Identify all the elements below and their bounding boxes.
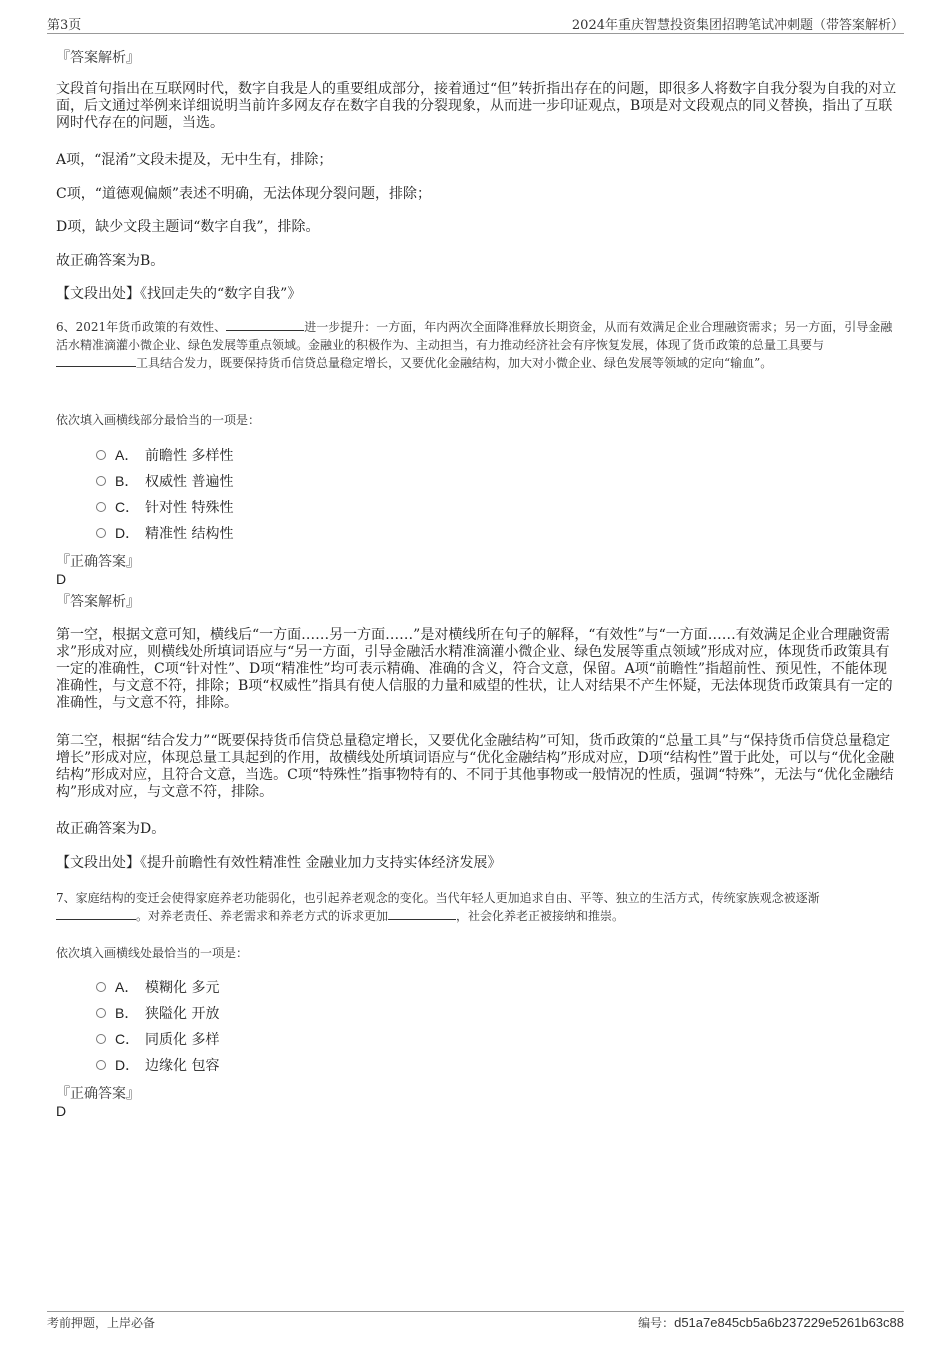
q5-analysis-p3: C项，“道德观偏颇”表述不明确，无法体现分裂问题，排除； <box>56 186 432 202</box>
q5-analysis-p2: A项，“混淆”文段未提及，无中生有，排除； <box>56 152 333 168</box>
q6-correct-label: 『正确答案』 <box>56 554 140 570</box>
radio-icon[interactable] <box>96 528 106 538</box>
q5-source: 【文段出处】《找回走失的“数字自我”》 <box>56 286 302 302</box>
page-number: 第3页 <box>47 18 82 33</box>
q7-blank-1 <box>56 907 136 920</box>
header-divider <box>47 33 904 34</box>
q7-prompt: 依次填入画横线处最恰当的一项是： <box>56 946 249 960</box>
q6-stem: 6、2021年货币政策的有效性、 进一步提升：一方面，年内两次全面降准释放长期资金，从而有效满足企业合理融资需求；另一方面，引导金融活水精准滴灌小微企业、绿色发展等重点领域。金融业的积极作为、主动担当，有力推动经济社会有序恢复发展，体现了货币政策的总量工具要与工具结合发力，既要保持货币信贷总量稳定增长，又要优化金融结构，加大对小微企业、绿色发展等领域的定向“输血”。 <box>56 320 893 370</box>
q5-analysis-p1: 文段首句指出在互联网时代，数字自我是人的重要组成部分，接着通过“但”转折指出存在的问题，即很多人将数字自我分裂为自我的对立面，后文通过举例来详细说明当前许多网友存在数字自我的分裂现象，从而进一步印证观点，B项是对文段观点的同义替换，指出了互联网时代存在的问题，当选。 <box>56 81 897 131</box>
q5-analysis-label: 『答案解析』 <box>56 50 140 66</box>
page-header <box>47 14 904 34</box>
footer-divider <box>47 1311 904 1312</box>
q6-option-c[interactable]: C． 针对性 特殊性 <box>96 498 233 517</box>
radio-icon[interactable] <box>96 450 106 460</box>
q7-option-c[interactable]: C． 同质化 多样 <box>96 1030 219 1049</box>
q6-source: 【文段出处】《提升前瞻性有效性精准性 金融业加力支持实体经济发展》 <box>56 855 502 871</box>
q6-option-a[interactable]: A． 前瞻性 多样性 <box>96 446 233 465</box>
radio-icon[interactable] <box>96 1008 106 1018</box>
q5-analysis-p4: D项，缺少文段主题词“数字自我”，排除。 <box>56 219 320 235</box>
q6-prompt: 依次填入画横线部分最恰当的一项是： <box>56 413 261 427</box>
q6-option-b[interactable]: B． 权威性 普遍性 <box>96 472 233 491</box>
radio-icon[interactable] <box>96 502 106 512</box>
q6-analysis-p1: 第一空，根据文意可知，横线后“一方面……另一方面……”是对横线所在句子的解释，“有效性”与“一方面……有效满足企业合理融资需求”形成对应，则横线处所填词语应与“另一方面，引导金融活水精准滴灌小微企业、绿色发展等重点领域”形成对应，体现货币政策具有一定的准确性，C项“针对性”、D项“精准性”均可表示精确、准确的含义，符合文意，保留。A项“前瞻性”指超前性、预见性，不能体现准确性，与文意不符，排除；B项“权威性”指具有使人信服的力量和威望的性状，让人对结果不产生怀疑，无法体现货币政策具有一定的准确性，与文意不符，排除。 <box>56 627 893 711</box>
q7-option-d[interactable]: D． 边缘化 包容 <box>96 1056 219 1075</box>
q7-option-b[interactable]: B． 狭隘化 开放 <box>96 1004 219 1023</box>
q6-analysis-p2: 第二空，根据“结合发力”“既要保持货币信贷总量稳定增长，又要优化金融结构”可知，货币政策的“总量工具”与“保持货币信贷总量稳定增长”形成对应，体现总量工具起到的作用，故横线处所填词语应与“优化金融结构”形成对应，D项“结构性”置于此处，可以与“优化金融结构”形成对应，且符合文意，当选。C项“特殊性”指事物特有的、不同于其他事物或一般情况的性质，强调“特殊”，无法与“优化金融结构”形成对应，与文意不符，排除。 <box>56 733 895 800</box>
document-code: 编号：d51a7e845cb5a6b237229e5261b63c88 <box>638 1315 904 1330</box>
document-title: 2024年重庆智慧投资集团招聘笔试冲刺题（带答案解析） <box>571 18 904 33</box>
page-footer <box>47 1314 904 1334</box>
q7-option-a[interactable]: A． 模糊化 多元 <box>96 978 219 997</box>
q6-analysis-conclusion: 故正确答案为D。 <box>56 821 166 837</box>
q7-blank-2 <box>388 907 456 920</box>
radio-icon[interactable] <box>96 1060 106 1070</box>
radio-icon[interactable] <box>96 1034 106 1044</box>
q5-analysis-conclusion: 故正确答案为B。 <box>56 253 165 269</box>
q6-blank-2 <box>56 354 136 367</box>
q6-analysis-label: 『答案解析』 <box>56 594 140 610</box>
q7-correct-answer: D <box>56 1103 67 1119</box>
q7-correct-label: 『正确答案』 <box>56 1086 140 1102</box>
q7-stem: 7、家庭结构的变迁会使得家庭养老功能弱化，也引起养老观念的变化。当代年轻人更加追求自由、平等、独立的生活方式，传统家族观念被逐渐。对养老责任、养老需求和养老方式的诉求更加 ，社会化养老正被接纳和推崇。 <box>56 891 820 923</box>
q6-correct-answer: D <box>56 571 67 587</box>
q6-blank-1 <box>226 318 304 331</box>
q6-option-d[interactable]: D． 精准性 结构性 <box>96 524 233 543</box>
radio-icon[interactable] <box>96 982 106 992</box>
radio-icon[interactable] <box>96 476 106 486</box>
footer-slogan: 考前押题，上岸必备 <box>47 1316 156 1330</box>
